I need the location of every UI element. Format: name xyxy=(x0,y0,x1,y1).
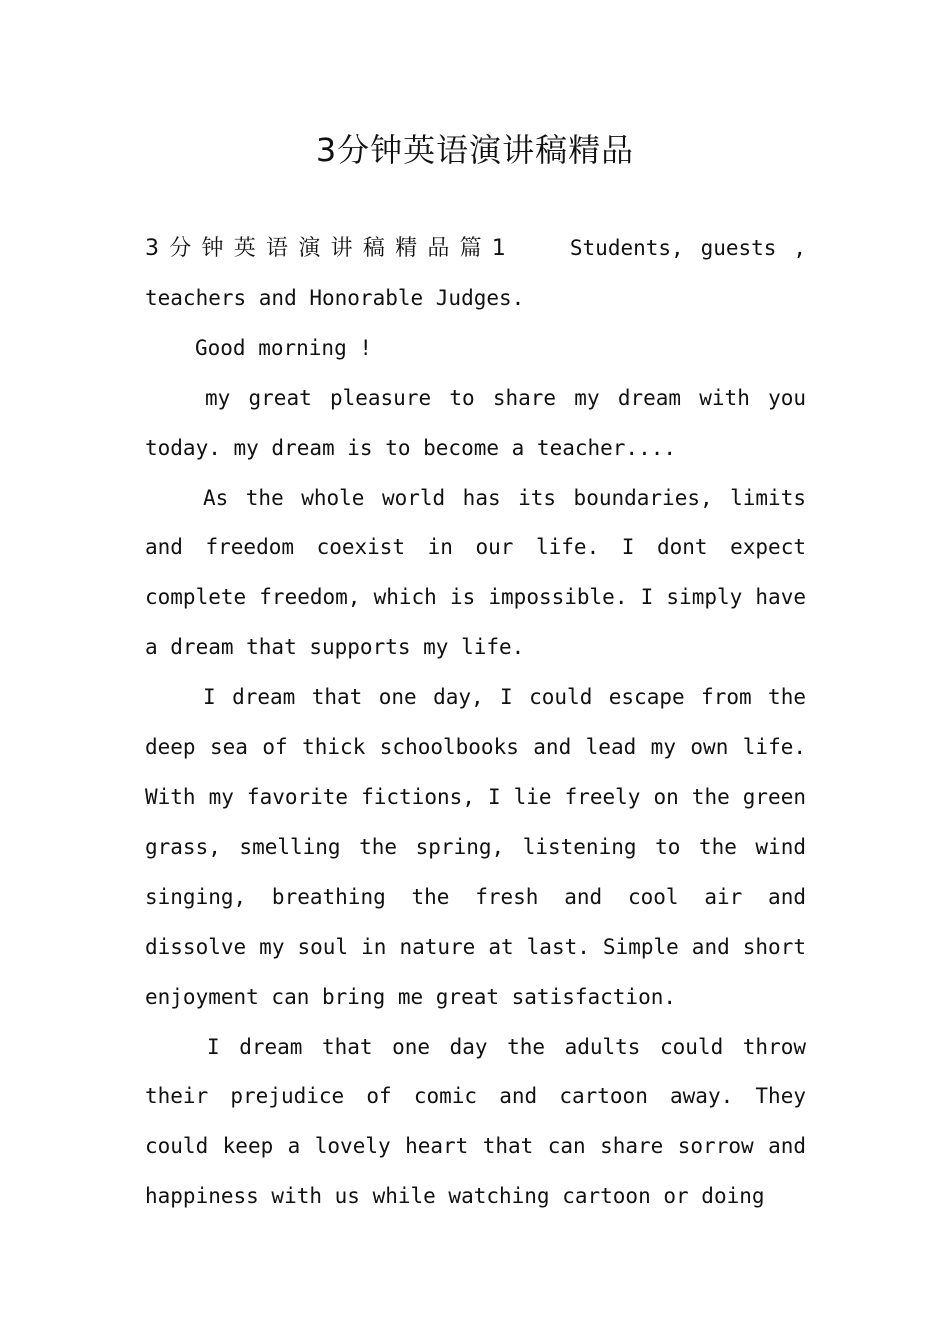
paragraph-opening xyxy=(145,224,806,324)
document-body xyxy=(145,224,806,1222)
paragraph-greeting: Good morning ! xyxy=(195,335,373,360)
paragraph-text: Students, guests , teachers and Honorable Judges. xyxy=(145,236,806,310)
paragraph-freedom: As the whole world has its boundaries, limits and freedom coexist in our life. I dont expect complete freedom, which is impossible. I simply have a dream that supports my life. xyxy=(145,485,806,660)
paragraph-adults: I dream that one day the adults could throw their prejudice of comic and cartoon away. They could keep a lovely heart that can share sorrow and happiness with us while watching cartoon or doing xyxy=(145,1034,806,1209)
paragraph-dream-intro: my great pleasure to share my dream with you today. my dream is to become a teacher.... xyxy=(145,385,806,460)
document-title: 3分钟英语演讲稿精品 xyxy=(315,131,635,169)
section-heading: 3分钟英语演讲稿精品篇1 xyxy=(145,236,512,261)
paragraph-escape: I dream that one day, I could escape from the deep sea of thick schoolbooks and lead my own life. With my favorite fictions, I lie freely on the green grass, smelling the spring, listening to the wind singing, breathing the fresh and cool air and dissolve my soul in nature at last. Simple and short enjoyment can bring me great satisfaction. xyxy=(145,685,806,1009)
